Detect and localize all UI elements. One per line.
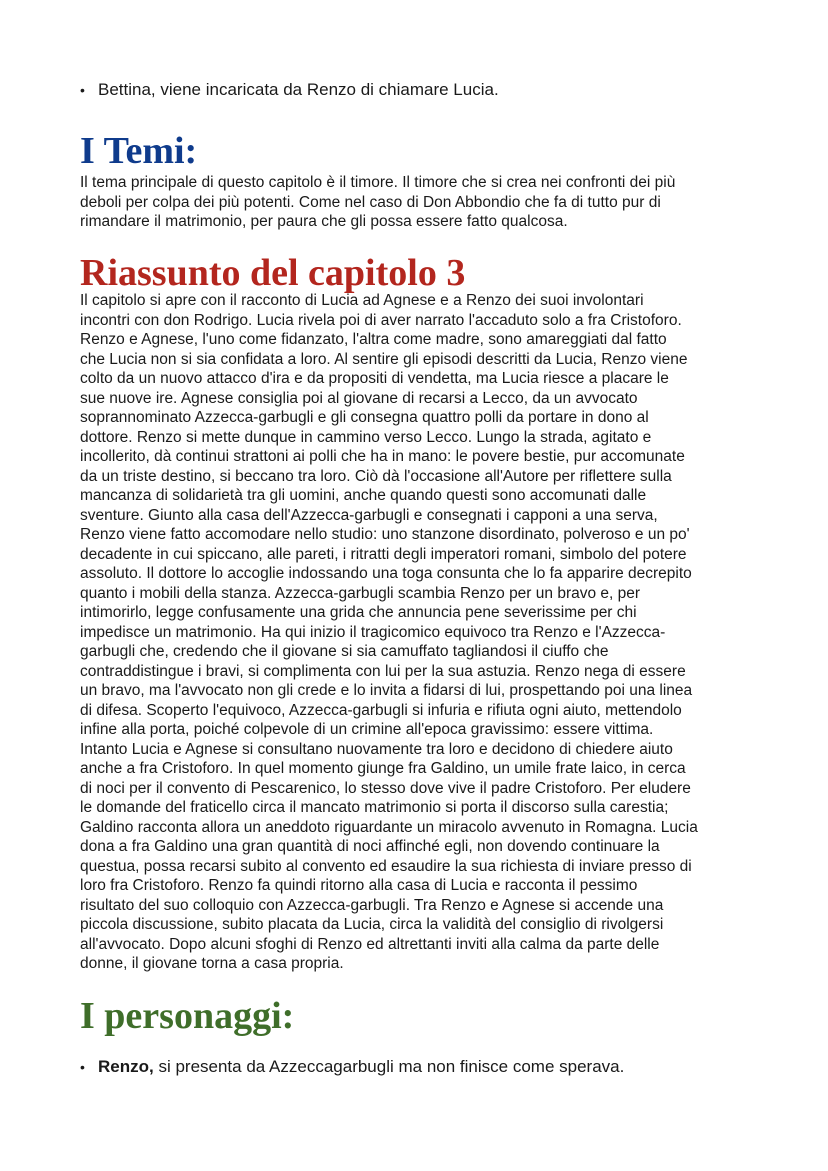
text-line: rimandare il matrimonio, per paura che gli possa essere fatto qualcosa. <box>80 213 568 230</box>
bullet-item-bettina <box>80 79 499 101</box>
text-line: incollerito, dà continui strattoni ai polli che ha in mano: le povere bestie, pur accomunate <box>80 448 685 465</box>
text-line: questua, possa recarsi subito al convento ed esaudire la sua richiesta di inviare presso di <box>80 857 692 875</box>
bullet-dot: • <box>80 1059 85 1075</box>
text-line: da un triste destino, si beccano tra loro. Ciò dà l'occasione all'Autore per riflettere sulla <box>80 467 672 485</box>
bullet-text: si presenta da Azzeccagarbugli ma non finisce come sperava. <box>153 1057 625 1076</box>
text-line: garbugli che, credendo che il giovane si sia camuffato tagliandosi il ciuffo che <box>80 643 609 660</box>
text-line: anche a fra Cristoforo. In quel momento giunge fra Galdino, un umile frate laico, in cerca <box>80 760 686 777</box>
text-line: Il tema principale di questo capitolo è il timore. Il timore che si crea nei confronti dei più <box>80 174 676 191</box>
text-line: mancanza di solidarietà tra gli uomini, anche quando questi sono accomunati dalle <box>80 487 647 504</box>
text-line: soprannominato Azzecca-garbugli e gli consegna quattro polli da portare in dono al <box>80 409 649 426</box>
text-line: Galdino racconta allora un aneddoto riguardante un miracolo avvenuto in Romagna. Lucia <box>80 818 698 836</box>
heading-temi: I Temi: <box>80 130 198 172</box>
text-line: un bravo, ma l'avvocato non gli crede e lo invita a fidarsi di lui, prospettando poi una linea <box>80 682 693 699</box>
text-line: impedisce un matrimonio. Ha qui inizio il tragicomico equivoco tra Renzo e l'Azzecca- <box>80 623 666 641</box>
text-line: all'avvocato. Dopo alcuni sfoghi di Renzo ed altrettanti inviti alla calma da parte delle <box>80 935 660 953</box>
heading-personaggi: I personaggi: <box>80 995 295 1037</box>
text-line: di difesa. Scoperto l'equivoco, Azzecca-garbugli si infuria e rifiuta ogni aiuto, mettendolo <box>80 701 682 719</box>
bullet-dot: • <box>80 82 85 98</box>
text-line: quanto i mobili della stanza. Azzecca-garbugli scambia Renzo per un bravo e, per <box>80 584 641 602</box>
character-name: Renzo, <box>98 1057 154 1076</box>
text-line: di noci per il convento di Pescarenico, lo stesso dove vive il padre Cristoforo. Per eludere <box>80 779 691 797</box>
paragraph-temi <box>80 173 760 232</box>
text-line: Il capitolo si apre con il racconto di Lucia ad Agnese e a Renzo dei suoi involontari <box>80 292 644 309</box>
text-line: piccola discussione, subito placata da Lucia, circa la validità del consiglio di rivolgersi <box>80 916 664 933</box>
text-line: che Lucia non si sia confidata a loro. Al sentire gli episodi descritti da Lucia, Renzo viene <box>80 350 688 368</box>
text-line: sventure. Giunto alla casa dell'Azzecca-garbugli e consegnati i capponi a una serva, <box>80 506 658 524</box>
text-line: dona a fra Galdino una gran quantità di noci affinché egli, non dovendo continuare la <box>80 838 660 855</box>
text-line: intimorirlo, legge confusamente una grida che annuncia pene severissime per chi <box>80 604 637 621</box>
bullet-text: Bettina, viene incaricata da Renzo di chiamare Lucia. <box>98 80 499 99</box>
text-line: Renzo e Agnese, l'uno come fidanzato, l'altra come madre, sono amareggiati dal fatto <box>80 331 667 348</box>
text-line: Renzo viene fatto accomodare nello studio: uno stanzone disordinato, polveroso e un po' <box>80 526 690 543</box>
text-line: donne, il giovane torna a casa propria. <box>80 955 344 972</box>
text-line: assoluto. Il dottore lo accoglie indossando una toga consunta che lo fa apparire decrepito <box>80 565 692 582</box>
text-line: incontri con don Rodrigo. Lucia rivela poi di aver narrato l'accaduto solo a fra Cristoforo. <box>80 311 682 329</box>
text-line: contraddistingue i bravi, si complimenta con lui per la sua astuzia. Renzo nega di essere <box>80 662 686 680</box>
text-line: dottore. Renzo si mette dunque in cammino verso Lecco. Lungo la strada, agitato e <box>80 428 652 446</box>
bullet-item-renzo <box>80 1056 624 1078</box>
text-line: deboli per colpa dei più potenti. Come nel caso di Don Abbondio che fa di tutto pur di <box>80 193 661 211</box>
heading-riassunto: Riassunto del capitolo 3 <box>80 252 466 294</box>
text-line: sue nuove ire. Agnese consiglia poi al giovane di recarsi a Lecco, da un avvocato <box>80 389 638 407</box>
text-line: decadente in cui spiccano, alle pareti, i ritratti degli imperatori romani, simbolo del potere <box>80 545 687 563</box>
paragraph-riassunto <box>80 291 760 974</box>
text-line: colto da un nuovo attacco d'ira e da propositi di vendetta, ma Lucia riesce a placare le <box>80 370 669 387</box>
text-line: infine alla porta, poiché colpevole di un crimine all'epoca gravissimo: essere vittima. <box>80 721 654 738</box>
text-line: le domande del fraticello circa il mancato matrimonio si porta il discorso sulla carestia; <box>80 799 669 816</box>
text-line: loro fra Cristoforo. Renzo fa quindi ritorno alla casa di Lucia e racconta il pessimo <box>80 877 638 894</box>
text-line: risultato del suo colloquio con Azzecca-garbugli. Tra Renzo e Agnese si accende una <box>80 896 664 914</box>
text-line: Intanto Lucia e Agnese si consultano nuovamente tra loro e decidono di chiedere aiuto <box>80 740 673 758</box>
